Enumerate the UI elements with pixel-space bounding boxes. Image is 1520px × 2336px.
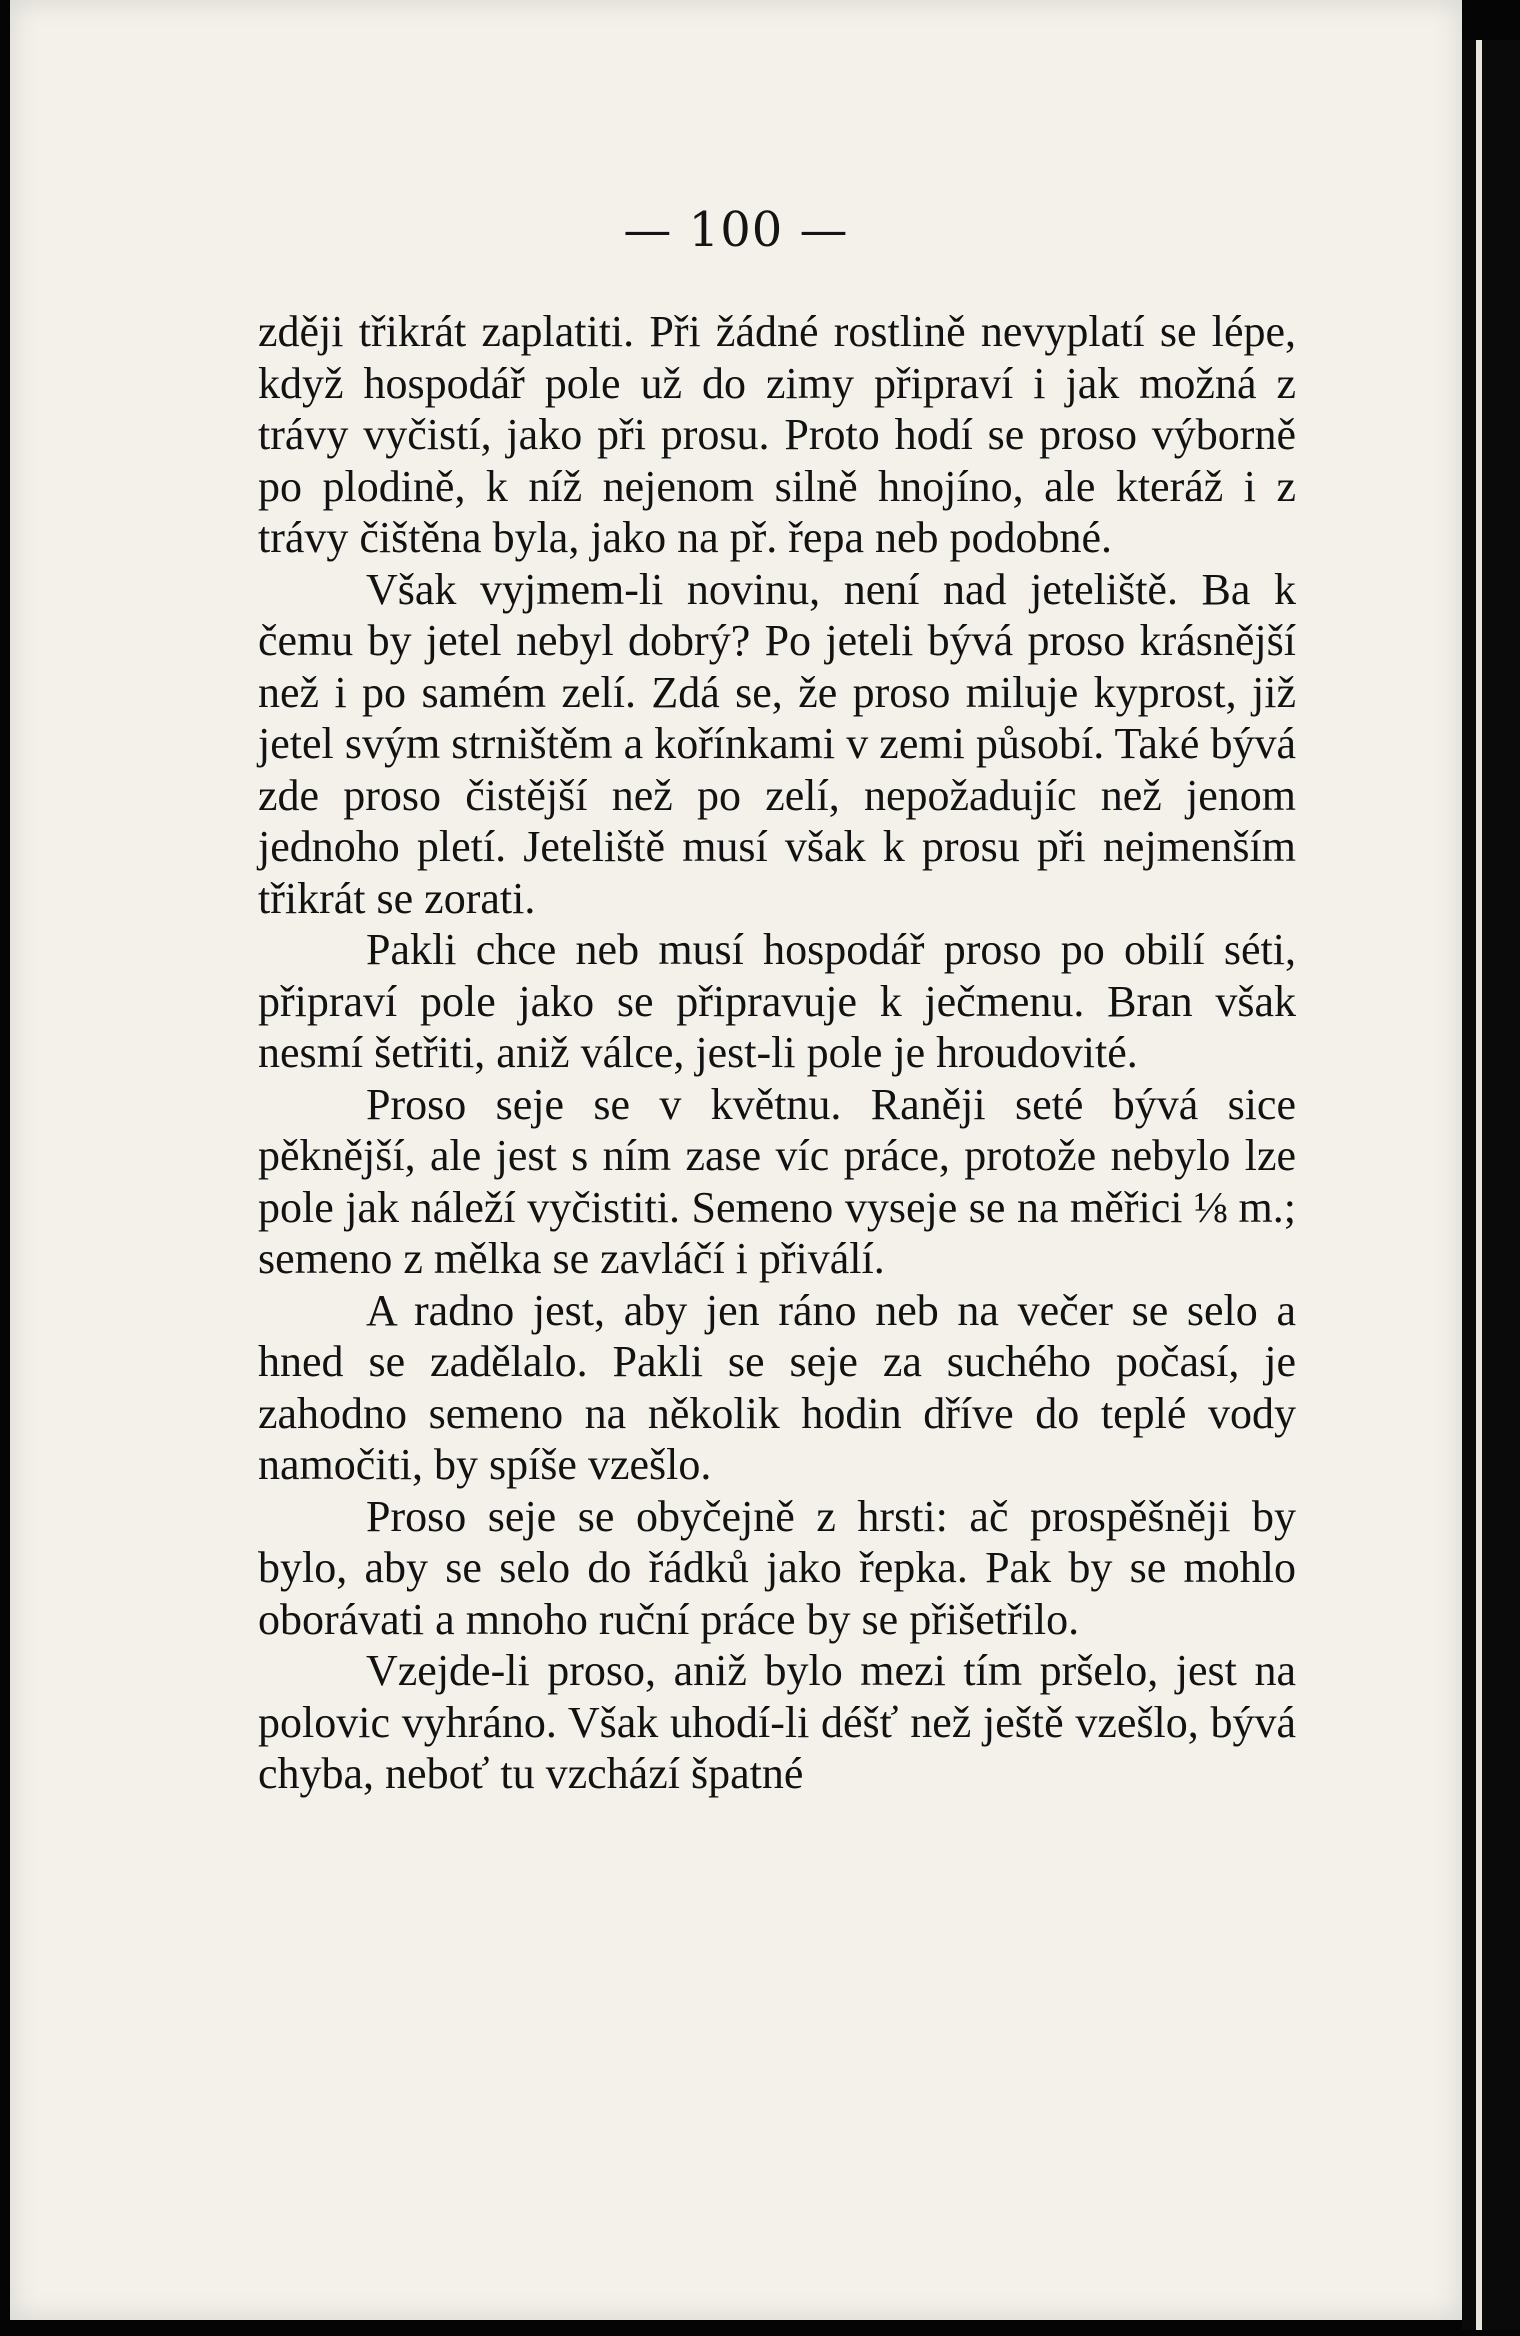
book-edge bbox=[1462, 40, 1520, 2330]
paragraph-5: A radno jest, aby jen ráno neb na večer se selo a hned se zadělalo. Pakli se seje za suchého počasí, je zahodno semeno na několik hodin dříve do teplé vody namočiti, by spíše vzešlo. bbox=[258, 1285, 1296, 1489]
paragraph-6: Proso seje se obyčejně z hrsti: ač prospěšněji by bylo, aby se selo do řádků jako řepka. Pak by se mohlo oborávati a mnoho ruční práce by se přišetřilo. bbox=[258, 1491, 1296, 1644]
paragraph-4: Proso seje se v květnu. Raněji seté bývá sice pěknější, ale jest s ním zase víc práce, protože nebylo lze pole jak náleží vyčistiti. Semeno vyseje se na měřici ⅛ m.; semeno z mělka se zavláčí i přiválí. bbox=[258, 1079, 1296, 1283]
paragraph-7: Vzejde-li proso, aniž bylo mezi tím pršelo, jest na polovic vyhráno. Však uhodí-li déšť než ještě vzešlo, bývá chyba, neboť tu vzchází špatné bbox=[258, 1646, 1296, 1798]
paragraph-3: Pakli chce neb musí hospodář proso po obilí séti, připraví pole jako se připravuje k ječmenu. Bran však nesmí šetřiti, aniž válce, jest-li pole je hroudovité. bbox=[258, 925, 1296, 1077]
page-number: — 100 — bbox=[623, 202, 849, 258]
page-edge-strip bbox=[1476, 40, 1482, 2330]
paragraph-2: Však vyjmem-li novinu, není nad jeteliště. Ba k čemu by jetel nebyl dobrý? Po jeteli bývá proso krásnější než i po samém zelí. Zdá se, že proso miluje kyprost, již jetel svým strništěm a kořínkami v zemi působí. Také bývá zde proso čistější než po zelí, nepožadujíc než jenom jednoho pletí. Jeteliště musí však k prosu při nejmenším třikrát se zorati. bbox=[258, 564, 1296, 923]
page-body bbox=[258, 306, 1296, 1800]
paragraph-1: zději třikrát zaplatiti. Při žádné rostlině nevyplatí se lépe, když hospodář pole už do zimy připraví i jak možná z trávy vyčistí, jako při prosu. Proto hodí se proso výborně po plodině, k níž nejenom silně hnojíno, ale kteráž i z trávy čištěna byla, jako na př. řepa neb podobné. bbox=[258, 307, 1296, 562]
book-page bbox=[10, 0, 1462, 2320]
